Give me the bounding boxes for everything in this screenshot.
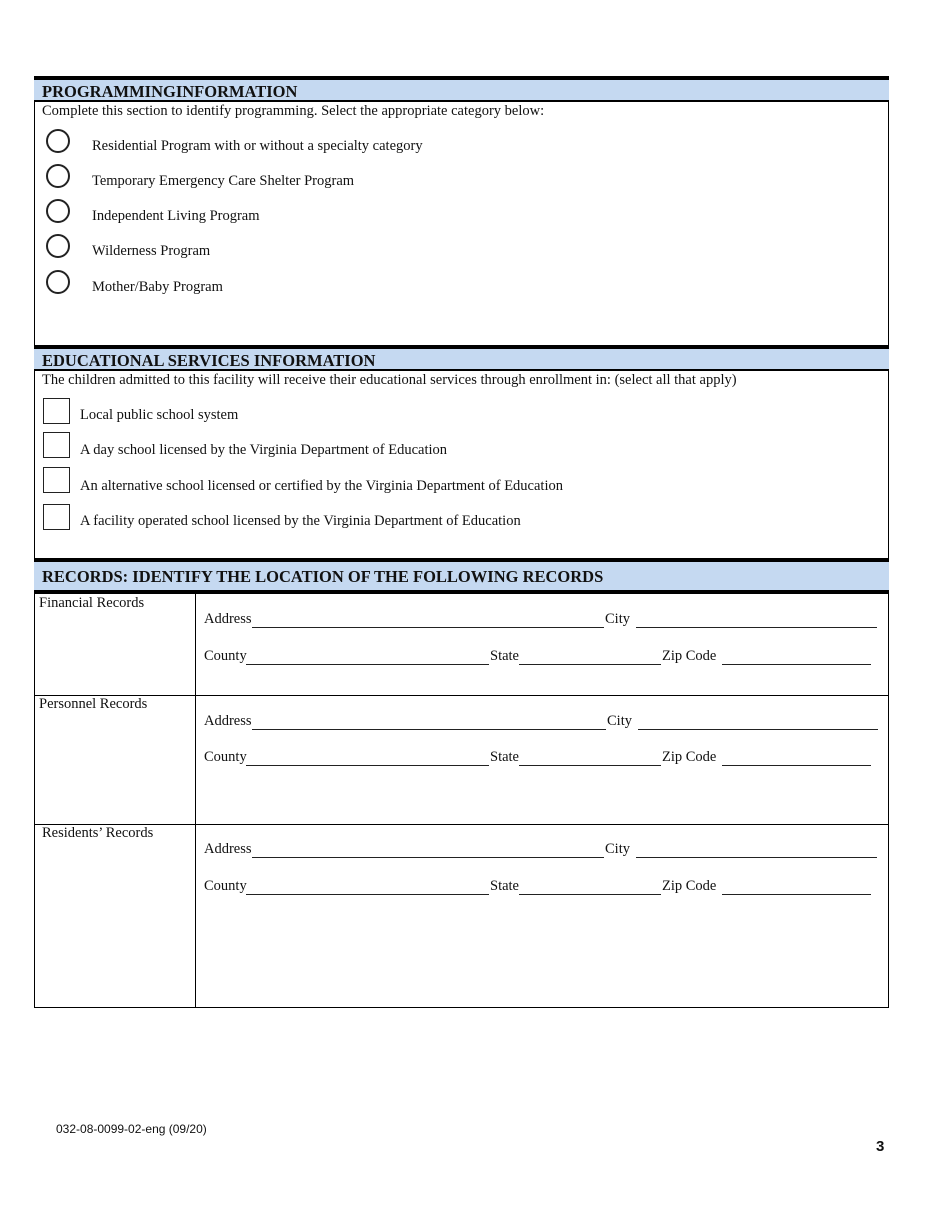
programming-instruction: Complete this section to identify programming. Select the appropriate category below:: [42, 103, 545, 119]
option-label: A day school licensed by the Virginia Department of Education: [80, 442, 448, 458]
address-label: Address: [204, 713, 252, 729]
residents-address-input[interactable]: [252, 857, 604, 858]
residents-state-input[interactable]: [519, 894, 661, 895]
row-divider: [34, 824, 889, 825]
records-row-label: Personnel Records: [39, 696, 148, 712]
checkbox-local-public-school[interactable]: [43, 398, 70, 424]
records-section-header: RECORDS: IDENTIFY THE LOCATION OF THE FOLLOWING RECORDS: [34, 558, 889, 594]
checkbox-day-school[interactable]: [43, 432, 70, 458]
radio-mother-baby-program[interactable]: [46, 270, 70, 294]
financial-state-input[interactable]: [519, 664, 661, 665]
page-number: 3: [876, 1138, 885, 1155]
radio-temporary-emergency-shelter[interactable]: [46, 164, 70, 188]
option-label: Independent Living Program: [92, 208, 260, 224]
option-label: Residential Program with or without a specialty category: [92, 138, 423, 154]
form-id: 032-08-0099-02-eng (09/20): [56, 1122, 207, 1136]
city-label: City: [605, 611, 630, 627]
address-label: Address: [204, 841, 252, 857]
personnel-state-input[interactable]: [519, 765, 661, 766]
checkbox-facility-operated-school[interactable]: [43, 504, 70, 530]
county-label: County: [204, 878, 247, 894]
zip-code-label: Zip Code: [662, 749, 717, 765]
zip-code-label: Zip Code: [662, 878, 717, 894]
radio-wilderness-program[interactable]: [46, 234, 70, 258]
programming-section-header: PROGRAMMINGINFORMATION: [34, 76, 889, 102]
option-label: A facility operated school licensed by the Virginia Department of Education: [80, 513, 521, 529]
option-label: Temporary Emergency Care Shelter Program: [92, 173, 355, 189]
address-label: Address: [204, 611, 252, 627]
education-section-header: EDUCATIONAL SERVICES INFORMATION: [34, 345, 889, 371]
personnel-county-input[interactable]: [246, 765, 489, 766]
state-label: State: [490, 878, 519, 894]
residents-city-input[interactable]: [636, 857, 877, 858]
education-instruction: The children admitted to this facility will receive their educational services through enrollment in: (select all that apply): [42, 372, 737, 388]
radio-residential-program[interactable]: [46, 129, 70, 153]
option-label: Wilderness Program: [92, 243, 211, 259]
option-label: Local public school system: [80, 407, 239, 423]
county-label: County: [204, 648, 247, 664]
residents-county-input[interactable]: [246, 894, 489, 895]
state-label: State: [490, 749, 519, 765]
financial-county-input[interactable]: [246, 664, 489, 665]
zip-code-label: Zip Code: [662, 648, 717, 664]
residents-zip-input[interactable]: [722, 894, 871, 895]
radio-independent-living[interactable]: [46, 199, 70, 223]
checkbox-alternative-school[interactable]: [43, 467, 70, 493]
records-row-label: Financial Records: [39, 595, 145, 611]
financial-address-input[interactable]: [252, 627, 604, 628]
city-label: City: [607, 713, 632, 729]
records-table: [34, 594, 889, 1008]
records-row-label: Residents’ Records: [42, 825, 154, 841]
financial-city-input[interactable]: [636, 627, 877, 628]
option-label: An alternative school licensed or certified by the Virginia Department of Education: [80, 478, 563, 494]
state-label: State: [490, 648, 519, 664]
option-label: Mother/Baby Program: [92, 279, 223, 295]
records-column-divider: [195, 594, 196, 1008]
county-label: County: [204, 749, 247, 765]
personnel-address-input[interactable]: [252, 729, 606, 730]
financial-zip-input[interactable]: [722, 664, 871, 665]
row-divider: [34, 695, 889, 696]
education-section: [34, 371, 889, 559]
personnel-zip-input[interactable]: [722, 765, 871, 766]
personnel-city-input[interactable]: [638, 729, 878, 730]
city-label: City: [605, 841, 630, 857]
